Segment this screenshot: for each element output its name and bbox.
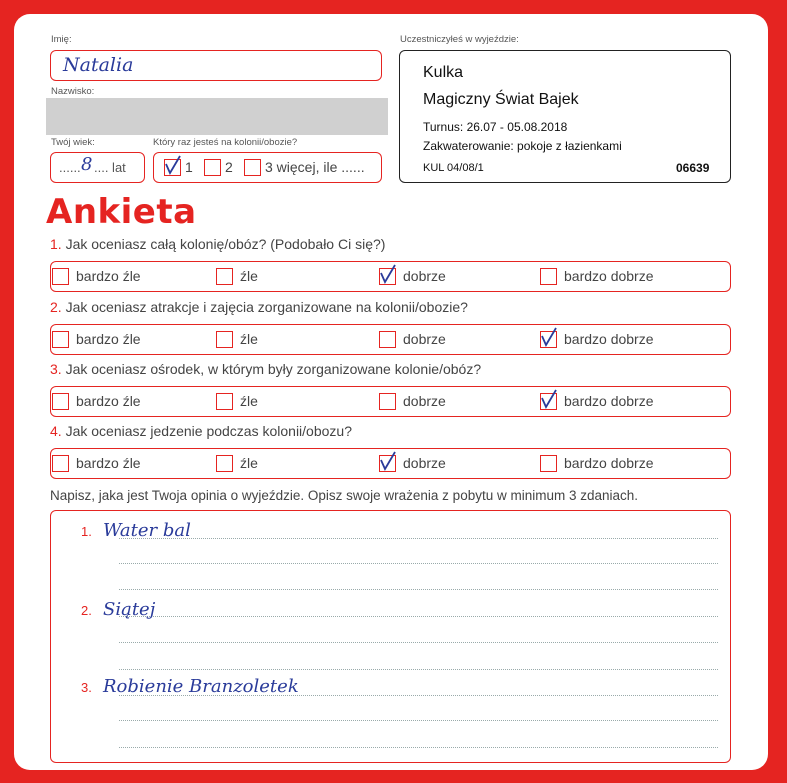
imie-field[interactable] xyxy=(50,50,382,81)
camp-turnus: Turnus: 26.07 - 05.08.2018 xyxy=(423,120,568,134)
question-label: Jak oceniasz ośrodek, w którym były zorganizowane kolonie/obóz? xyxy=(65,361,482,377)
option-label: źle xyxy=(240,331,258,347)
camp-code: KUL 04/08/1 xyxy=(423,162,484,174)
imie-value: Natalia xyxy=(63,54,134,76)
camp-name: Magiczny Świat Bajek xyxy=(423,91,579,108)
option-label: dobrze xyxy=(403,393,446,409)
option-label: źle xyxy=(240,455,258,471)
ktory-option-3: 3 więcej, ile ...... xyxy=(265,159,365,175)
question-1-checkbox-4[interactable] xyxy=(540,268,557,285)
writing-line xyxy=(119,642,718,643)
check-mark-icon xyxy=(539,389,559,411)
opinion-line-2-number: 2. xyxy=(81,603,92,618)
question-4-checkbox-2[interactable] xyxy=(216,455,233,472)
ktory-label: Który raz jesteś na kolonii/obozie? xyxy=(153,137,298,148)
option-label: bardzo dobrze xyxy=(564,393,654,409)
ktory-checkbox-1[interactable] xyxy=(164,159,181,176)
question-1-checkbox-3[interactable] xyxy=(379,268,396,285)
question-4-checkbox-1[interactable] xyxy=(52,455,69,472)
wiek-suffix: .... lat xyxy=(94,160,126,175)
imie-label: Imię: xyxy=(51,34,72,45)
camp-info-box xyxy=(399,50,731,183)
opinion-line-1-text: Water bal xyxy=(103,520,191,541)
camp-label: Uczestniczyłeś w wyjeździe: xyxy=(400,34,519,45)
check-mark-icon xyxy=(378,264,398,286)
writing-line xyxy=(119,616,718,617)
option-label: dobrze xyxy=(403,268,446,284)
camp-organizer: Kulka xyxy=(423,64,464,81)
question-number: 2. xyxy=(50,299,62,315)
wiek-label: Twój wiek: xyxy=(51,137,95,148)
opinion-line-1-number: 1. xyxy=(81,524,92,539)
question-3-checkbox-2[interactable] xyxy=(216,393,233,410)
option-label: dobrze xyxy=(403,331,446,347)
question-2-checkbox-1[interactable] xyxy=(52,331,69,348)
camp-zakwaterowanie: Zakwaterowanie: pokoje z łazienkami xyxy=(423,139,622,153)
question-3-checkbox-4[interactable] xyxy=(540,393,557,410)
option-label: bardzo źle xyxy=(76,393,141,409)
opinion-line-3-text: Robienie Branzoletek xyxy=(103,676,299,697)
question-number: 1. xyxy=(50,236,62,252)
ktory-option-1: 1 xyxy=(185,159,193,175)
wiek-value: 8 xyxy=(81,154,93,175)
question-number: 3. xyxy=(50,361,62,377)
writing-line xyxy=(119,720,718,721)
question-1-checkbox-1[interactable] xyxy=(52,268,69,285)
question-label: Jak oceniasz atrakcje i zajęcia zorganizowane na kolonii/obozie? xyxy=(65,299,468,315)
question-3-checkbox-3[interactable] xyxy=(379,393,396,410)
question-3-options xyxy=(50,386,731,417)
question-3-text xyxy=(50,361,481,377)
writing-line xyxy=(119,747,718,748)
option-label: dobrze xyxy=(403,455,446,471)
opinion-line-2-text: Siątej xyxy=(103,599,156,620)
writing-line xyxy=(119,538,718,539)
question-3-checkbox-1[interactable] xyxy=(52,393,69,410)
opinion-box[interactable] xyxy=(50,510,731,763)
option-label: bardzo źle xyxy=(76,455,141,471)
question-4-options xyxy=(50,448,731,479)
option-label: bardzo źle xyxy=(76,268,141,284)
question-number: 4. xyxy=(50,423,62,439)
writing-line xyxy=(119,563,718,564)
option-label: źle xyxy=(240,393,258,409)
question-2-checkbox-4[interactable] xyxy=(540,331,557,348)
survey-sheet xyxy=(14,14,768,770)
question-2-options xyxy=(50,324,731,355)
ktory-option-2: 2 xyxy=(225,159,233,175)
question-2-text xyxy=(50,299,468,315)
question-label: Jak oceniasz jedzenie podczas kolonii/obozu? xyxy=(65,423,352,439)
wiek-field[interactable] xyxy=(50,152,145,183)
option-label: bardzo dobrze xyxy=(564,331,654,347)
check-mark-icon xyxy=(539,327,559,349)
nazwisko-label: Nazwisko: xyxy=(51,86,95,97)
ktory-checkbox-2[interactable] xyxy=(204,159,221,176)
question-4-checkbox-3[interactable] xyxy=(379,455,396,472)
check-mark-icon xyxy=(163,155,183,177)
ktory-field xyxy=(153,152,382,183)
option-label: bardzo dobrze xyxy=(564,455,654,471)
ktory-checkbox-3[interactable] xyxy=(244,159,261,176)
option-label: bardzo dobrze xyxy=(564,268,654,284)
opinion-prompt: Napisz, jaka jest Twoja opinia o wyjeździe. Opisz swoje wrażenia z pobytu w minimum 3 zdaniach. xyxy=(50,488,639,503)
nazwisko-redacted xyxy=(46,98,388,135)
question-1-text xyxy=(50,236,385,252)
check-mark-icon xyxy=(378,451,398,473)
writing-line xyxy=(119,669,718,670)
question-4-text xyxy=(50,423,352,439)
question-2-checkbox-2[interactable] xyxy=(216,331,233,348)
question-1-checkbox-2[interactable] xyxy=(216,268,233,285)
camp-number: 06639 xyxy=(676,161,710,175)
page-title: Ankieta xyxy=(46,192,197,232)
question-2-checkbox-3[interactable] xyxy=(379,331,396,348)
question-4-checkbox-4[interactable] xyxy=(540,455,557,472)
question-1-options xyxy=(50,261,731,292)
option-label: bardzo źle xyxy=(76,331,141,347)
opinion-line-3-number: 3. xyxy=(81,680,92,695)
question-label: Jak oceniasz całą kolonię/obóz? (Podobało Ci się?) xyxy=(65,236,386,252)
writing-line xyxy=(119,589,718,590)
wiek-prefix: ...... xyxy=(59,160,81,175)
option-label: źle xyxy=(240,268,258,284)
